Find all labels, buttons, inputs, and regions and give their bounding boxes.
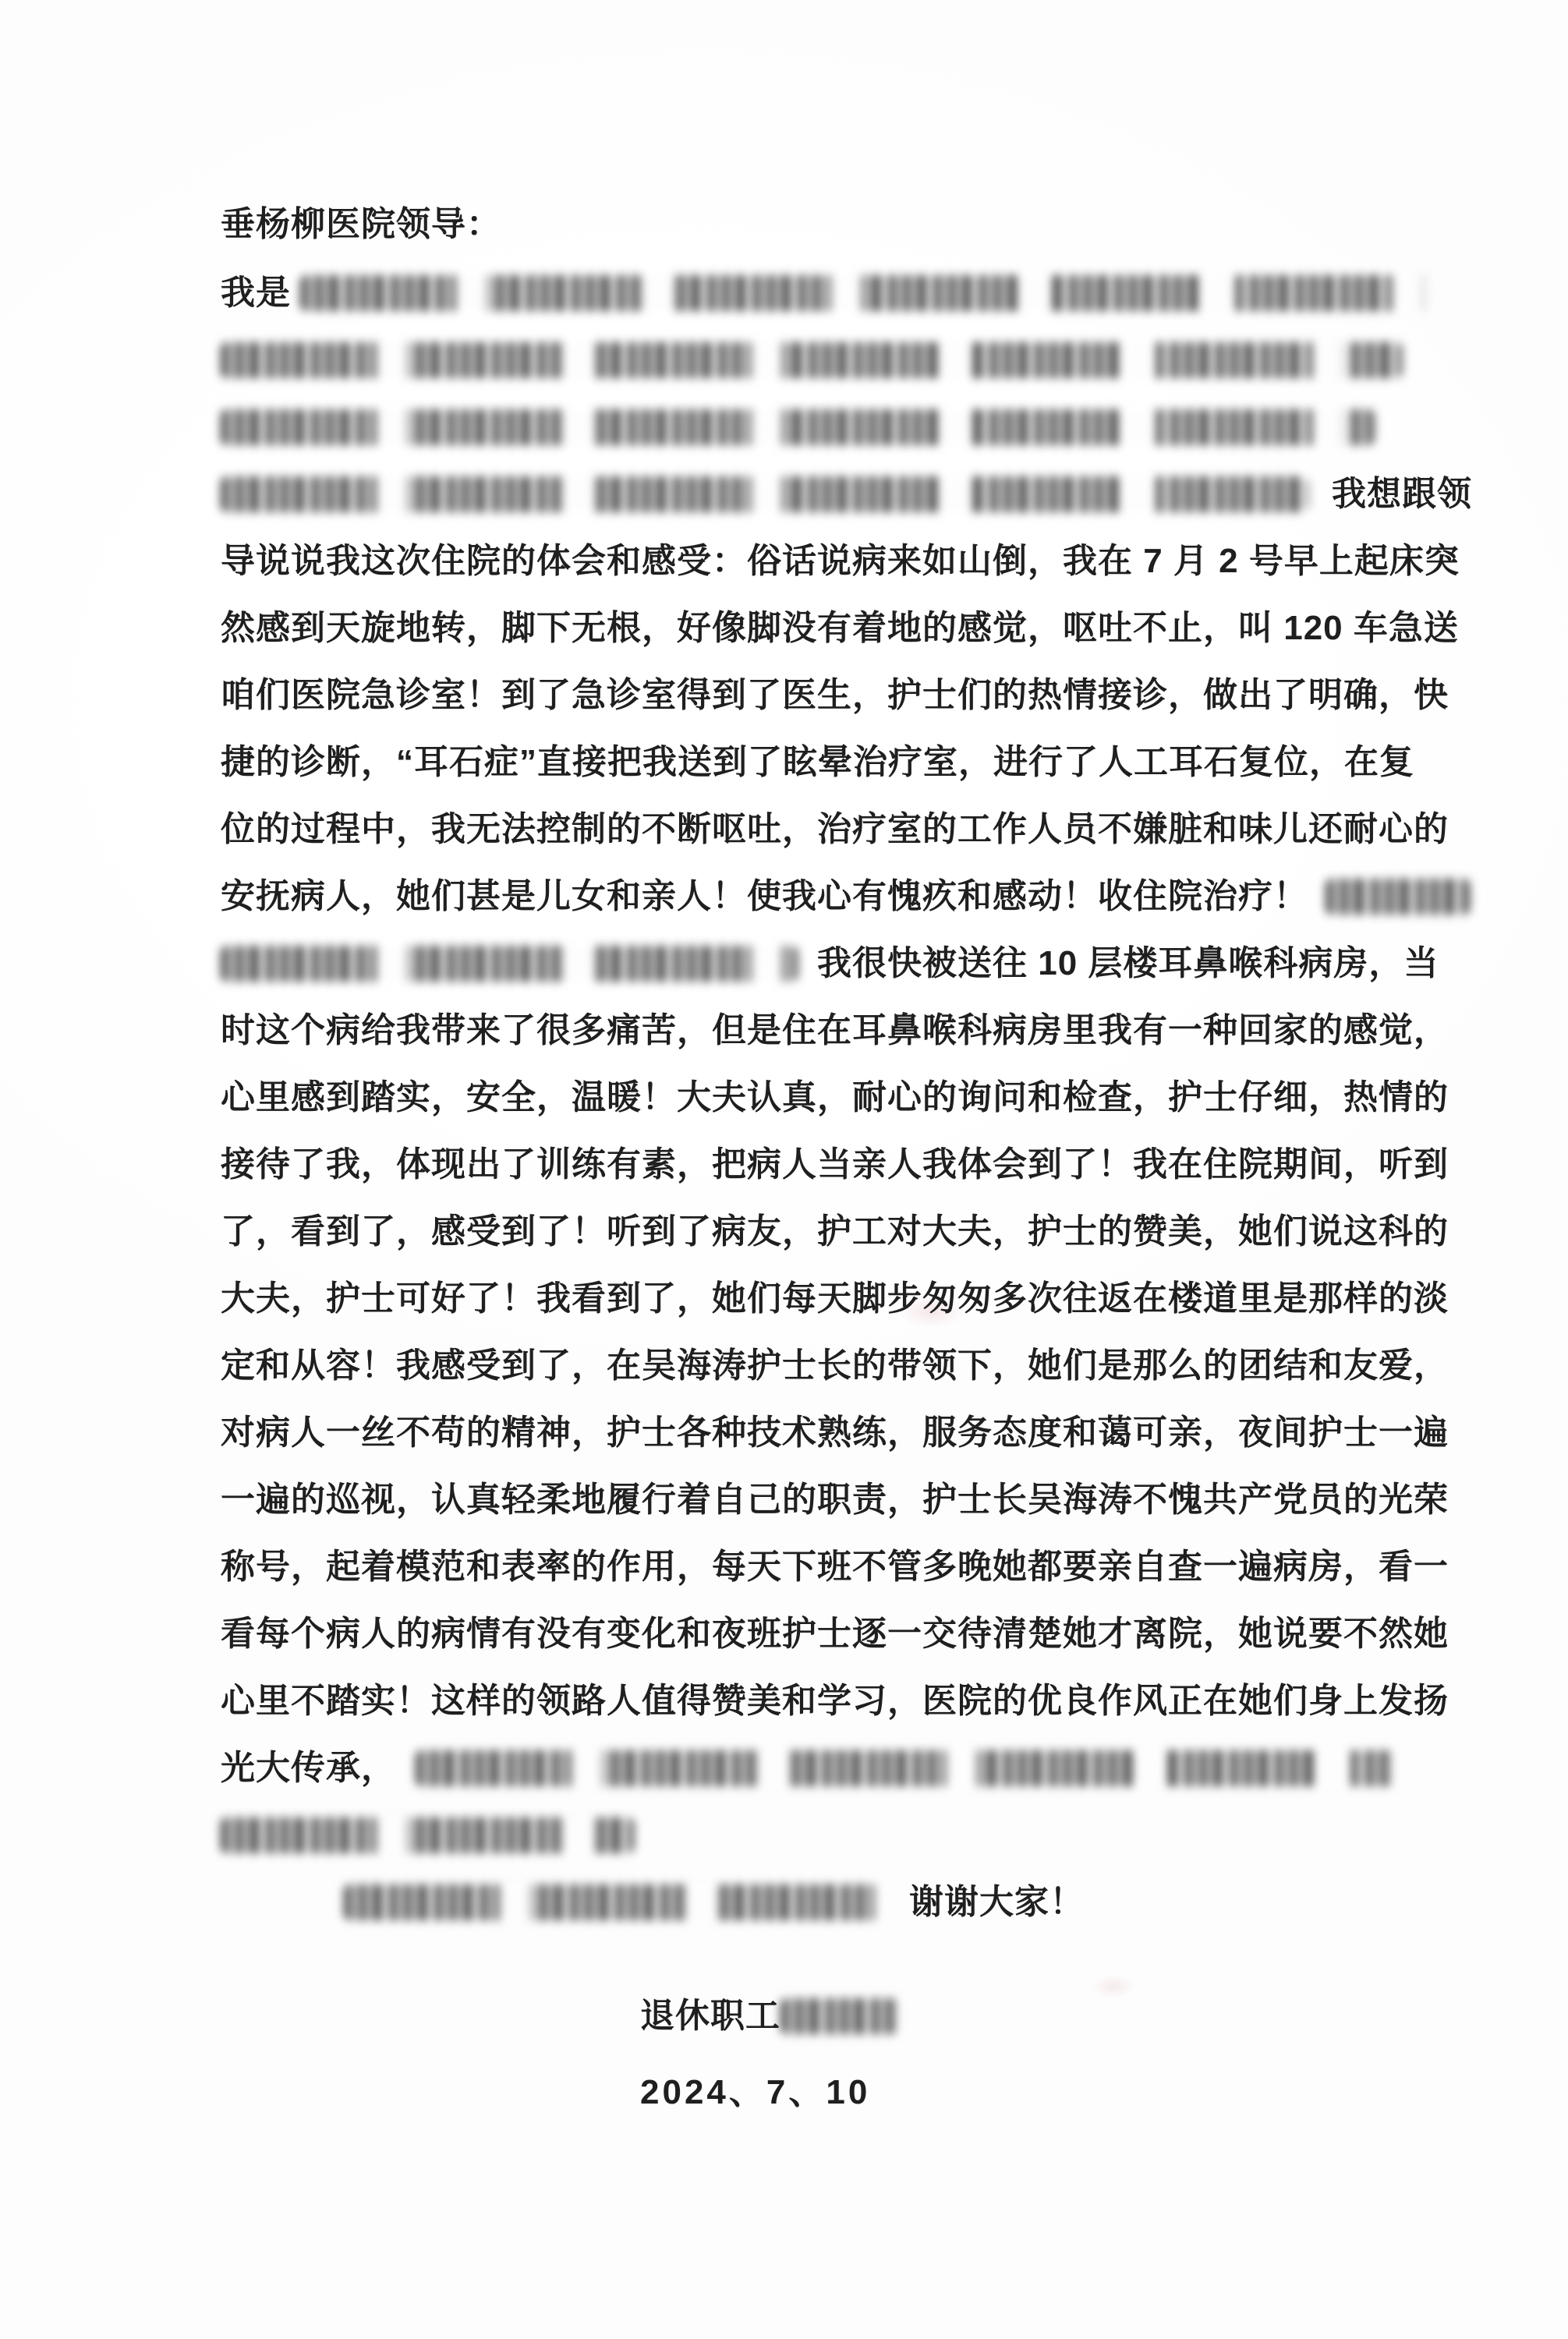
letter-text: 看每个病人的病情有没有变化和夜班护士逐一交待清楚她才离院，她说要不然她 xyxy=(221,1615,1449,1654)
letter-text: 位的过程中，我无法控制的不断呕吐，治疗室的工作人员不嫌脏和味儿还耐心的 xyxy=(221,810,1449,849)
letter-text: 心里不踏实！这样的领路人值得赞美和学习，医院的优良作风正在她们身上发扬 xyxy=(221,1682,1449,1721)
redacted-text xyxy=(344,1884,878,1920)
letter-text: 接待了我，体现出了训练有素，把病人当亲人我体会到了！我在住院期间，听到 xyxy=(221,1145,1449,1184)
letter-line xyxy=(221,1331,1484,1398)
letter-line xyxy=(221,929,1484,996)
letter-text: 我是 xyxy=(221,274,291,313)
letter-line xyxy=(221,1532,1484,1599)
redacted-text xyxy=(1326,879,1470,915)
letter-text: 时这个病给我带来了很多痛苦，但是住在耳鼻喉科病房里我有一种回家的感觉， xyxy=(221,1011,1449,1050)
letter-line xyxy=(221,526,1484,593)
redacted-text xyxy=(416,1750,1394,1786)
letter-text: 我很快被送往 10 层楼耳鼻喉科病房，当 xyxy=(817,944,1439,983)
date-line: 2024、7、10 xyxy=(640,2073,871,2111)
letter-line xyxy=(221,1063,1484,1130)
letter-line xyxy=(221,1666,1484,1733)
letter-salutation: 垂杨柳医院领导： xyxy=(221,205,501,243)
letter-text: 然感到天旋地转，脚下无根，好像脚没有着地的感觉，呕吐不止，叫 120 车急送 xyxy=(221,609,1459,648)
letter-text: 安抚病人，她们甚是儿女和亲人！使我心有愧疚和感动！收住院治疗！ xyxy=(221,877,1308,916)
redacted-text xyxy=(221,476,1308,512)
letter-text: 咱们医院急诊室！到了急诊室得到了医生，护士们的热情接诊，做出了明确，快 xyxy=(221,676,1449,715)
letter-line xyxy=(221,325,1484,392)
letter-line xyxy=(221,1398,1484,1465)
letter-text: 我想跟领 xyxy=(1332,475,1472,514)
letter-text: 大夫，护士可好了！我看到了，她们每天脚步匆匆多次往返在楼道里是那样的淡 xyxy=(221,1279,1449,1318)
letter-line xyxy=(221,1599,1484,1666)
letter-text: 光大传承， xyxy=(221,1749,396,1788)
letter-line xyxy=(221,1867,1484,1934)
redacted-text xyxy=(221,409,1375,445)
letter-closing-block xyxy=(221,1981,1484,2126)
letter-text: 心里感到踏实，安全，温暖！大夫认真，耐心的询问和检查，护士仔细，热情的 xyxy=(221,1078,1449,1117)
redacted-text xyxy=(221,342,1402,378)
signature-line xyxy=(221,1981,1484,2048)
letter-line xyxy=(221,1733,1484,1800)
letter-text: 一遍的巡视，认真轻柔地履行着自己的职责，护士长吴海涛不愧共产党员的光荣 xyxy=(221,1481,1449,1520)
letter-line xyxy=(221,392,1484,459)
letter-body xyxy=(221,258,1484,1934)
letter-line xyxy=(221,1130,1484,1197)
letter-line xyxy=(221,862,1484,929)
letter-line xyxy=(221,1465,1484,1532)
letter-text: 定和从容！我感受到了，在吴海涛护士长的带领下，她们是那么的团结和友爱， xyxy=(221,1346,1449,1385)
letter-text: 捷的诊断，“耳石症”直接把我送到了眩晕治疗室，进行了人工耳石复位，在复 xyxy=(221,743,1414,782)
letter-line xyxy=(221,727,1484,794)
letter-line xyxy=(221,1197,1484,1264)
letter xyxy=(221,191,1484,2126)
letter-line xyxy=(221,258,1484,325)
letter-line xyxy=(221,794,1484,862)
signature-label: 退休职工 xyxy=(640,1997,780,2036)
signature-name-redacted xyxy=(780,1998,897,2034)
letter-text: 谢谢大家！ xyxy=(909,1883,1085,1922)
letter-text: 了，看到了，感受到了！听到了病友，护工对大夫，护士的赞美，她们说这科的 xyxy=(221,1212,1449,1251)
letter-line xyxy=(221,1800,1484,1867)
letter-line xyxy=(221,593,1484,660)
redacted-text xyxy=(300,275,1431,311)
redacted-text xyxy=(221,1817,634,1853)
letter-line xyxy=(221,660,1484,727)
letter-text: 称号，起着模范和表率的作用，每天下班不管多晚她都要亲自查一遍病房，看一 xyxy=(221,1548,1449,1587)
letter-line xyxy=(221,459,1484,526)
letter-text: 导说说我这次住院的体会和感受：俗话说病来如山倒，我在 7 月 2 号早上起床突 xyxy=(221,542,1460,581)
letter-line xyxy=(221,1264,1484,1331)
letter-line xyxy=(221,996,1484,1063)
letter-text: 对病人一丝不苟的精神，护士各种技术熟练，服务态度和蔼可亲，夜间护士一遍 xyxy=(221,1414,1449,1453)
redacted-text xyxy=(221,946,798,982)
